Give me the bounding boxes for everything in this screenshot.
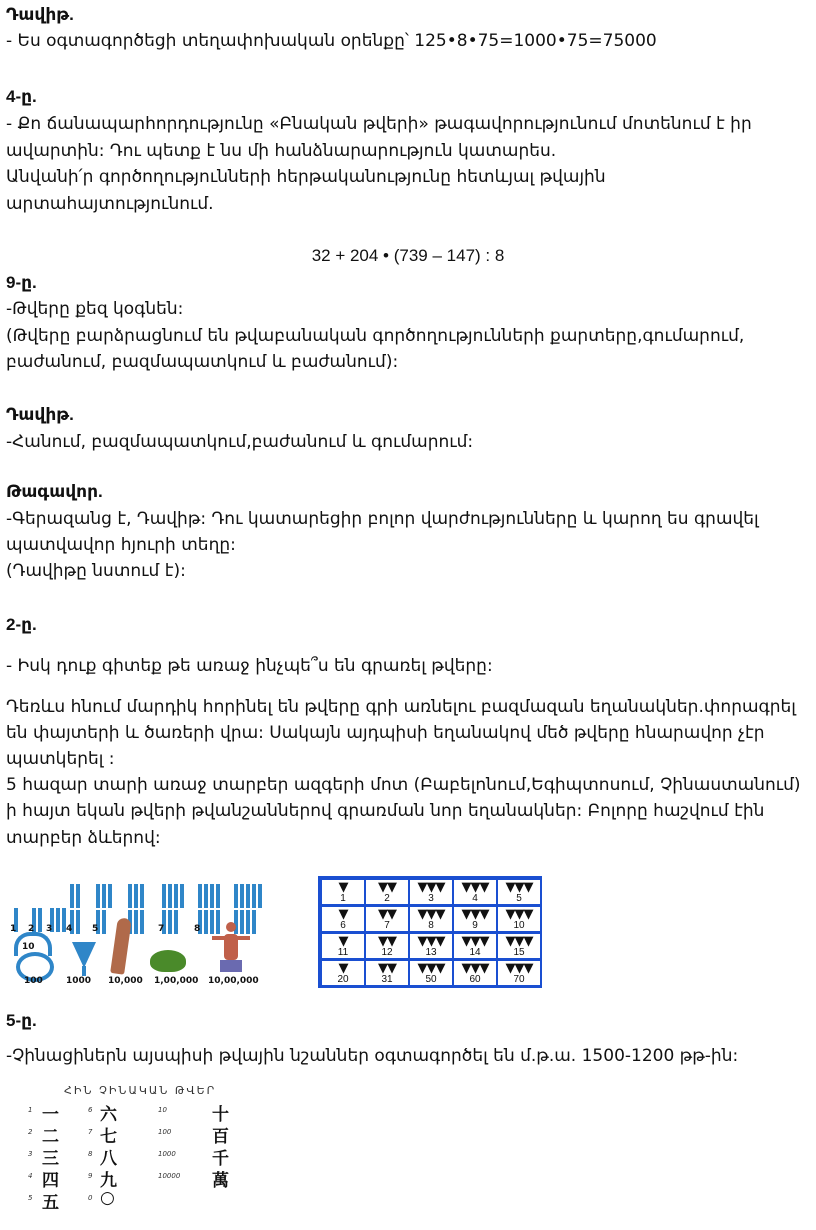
chinese-numeral-glyph: 十 xyxy=(212,1105,229,1125)
cuneiform-wedge-icon: ▼▼▼ xyxy=(461,880,489,895)
finger-icon xyxy=(110,917,132,974)
tally-stroke xyxy=(108,884,112,908)
cuneiform-wedge-icon: ▼▼ xyxy=(378,934,396,949)
cuneiform-cell xyxy=(322,880,364,904)
cuneiform-number: 2 xyxy=(384,893,390,904)
cuneiform-cell xyxy=(454,907,496,931)
cuneiform-wedge-icon: ▼▼ xyxy=(378,961,396,976)
chinese-numeral-value: 0 xyxy=(88,1194,93,1202)
tally-stroke xyxy=(210,910,214,934)
cuneiform-number: 3 xyxy=(428,893,434,904)
cuneiform-number: 12 xyxy=(381,947,393,958)
lotus-stem-icon xyxy=(82,966,86,976)
egyptian-value-label: 100 xyxy=(24,976,43,986)
cuneiform-cell xyxy=(410,961,452,985)
cuneiform-number: 15 xyxy=(513,947,525,958)
chinese-numeral-glyph: 千 xyxy=(212,1149,229,1169)
egyptian-numerals-figure xyxy=(10,866,266,988)
cuneiform-cell xyxy=(410,907,452,931)
chinese-numeral-glyph: 百 xyxy=(212,1127,229,1147)
chinese-numeral-glyph: 一 xyxy=(42,1105,59,1125)
tally-stroke xyxy=(174,910,178,934)
chinese-numeral-row xyxy=(28,1144,258,1169)
chinese-numeral-glyph: 八 xyxy=(100,1149,117,1169)
text-line: (Դավիթը նստում է): xyxy=(6,561,186,581)
lotus-icon xyxy=(72,942,96,968)
cuneiform-wedge-icon: ▼▼▼ xyxy=(505,880,533,895)
text-line: -Թվերը քեզ կօգնեն: xyxy=(6,299,184,319)
text-line: արտահայտությունում. xyxy=(6,194,214,214)
tally-stroke xyxy=(246,884,250,908)
egyptian-digit-label: 3 xyxy=(46,924,53,934)
tally-stroke xyxy=(134,910,138,934)
cuneiform-cell xyxy=(366,880,408,904)
tally-stroke xyxy=(70,884,74,908)
cuneiform-wedge-icon: ▼▼▼ xyxy=(461,961,489,976)
cuneiform-cell xyxy=(410,934,452,958)
tally-stroke xyxy=(140,884,144,908)
chinese-numeral-value: 100 xyxy=(158,1128,172,1136)
cuneiform-number: 20 xyxy=(337,974,349,985)
tally-stroke xyxy=(234,884,238,908)
chinese-numeral-value: 6 xyxy=(88,1106,93,1114)
egyptian-value-label: 10,000 xyxy=(108,976,143,986)
tally-stroke xyxy=(180,884,184,908)
cuneiform-wedge-icon: ▼ xyxy=(338,961,348,976)
cuneiform-number: 5 xyxy=(516,893,522,904)
tally-stroke xyxy=(240,884,244,908)
text-line: Անվանի՛ր գործողությունների հերթականությունը հետևյալ թվային xyxy=(6,167,606,187)
text-line: ի հայտ եկան թվերի թվանշաններով գրառման նոր եղանակներ: Բոլորը հաշվում էին xyxy=(6,801,765,821)
tally-stroke xyxy=(56,908,60,932)
cuneiform-wedge-icon: ▼▼▼ xyxy=(417,907,445,922)
egyptian-digit-label: 2 xyxy=(28,924,35,934)
cuneiform-number: 8 xyxy=(428,920,434,931)
chinese-numeral-value: 3 xyxy=(28,1150,33,1158)
egyptian-ten-label: 10 xyxy=(22,942,35,952)
section-heading: 4-ը. xyxy=(6,87,37,106)
chinese-numeral-value: 1000 xyxy=(158,1150,176,1158)
chinese-numeral-glyph: ○ xyxy=(100,1188,115,1208)
cuneiform-number: 13 xyxy=(425,947,437,958)
cuneiform-wedge-icon: ▼▼▼ xyxy=(461,934,489,949)
section-heading: Թագավոր. xyxy=(6,482,103,501)
tally-stroke xyxy=(168,910,172,934)
section-heading: 2-ը. xyxy=(6,615,37,634)
text-line: Դեռևս հնում մարդիկ հորինել են թվերը գրի առնելու բազմազան եղանակներ.փորագրել xyxy=(6,697,796,717)
cuneiform-wedge-icon: ▼ xyxy=(338,880,348,895)
chinese-numeral-value: 10 xyxy=(158,1106,167,1114)
chinese-numeral-value: 10000 xyxy=(158,1172,181,1180)
chinese-numeral-glyph: 三 xyxy=(42,1149,59,1169)
tally-stroke xyxy=(76,884,80,908)
tally-stroke xyxy=(210,884,214,908)
cuneiform-wedge-icon: ▼ xyxy=(338,934,348,949)
cuneiform-cell xyxy=(322,961,364,985)
cuneiform-number: 60 xyxy=(469,974,481,985)
chinese-numeral-value: 8 xyxy=(88,1150,93,1158)
chinese-numeral-glyph: 四 xyxy=(42,1171,59,1191)
text-line: - Քո ճանապարհորդությունը «Բնական թվերի» թագավորությունում մոտենում է իր xyxy=(6,114,752,134)
tally-stroke xyxy=(204,910,208,934)
tally-stroke xyxy=(134,884,138,908)
cuneiform-wedge-icon: ▼▼▼ xyxy=(417,880,445,895)
cuneiform-cell xyxy=(454,934,496,958)
chinese-numerals-figure xyxy=(28,1084,258,1213)
tally-stroke xyxy=(140,910,144,934)
egyptian-value-label: 1,00,000 xyxy=(154,976,199,986)
cuneiform-cell xyxy=(454,880,496,904)
cuneiform-wedge-icon: ▼▼▼ xyxy=(505,961,533,976)
chinese-numeral-row xyxy=(28,1122,258,1147)
cuneiform-cell xyxy=(498,961,540,985)
cuneiform-cell xyxy=(498,907,540,931)
chinese-numeral-row xyxy=(28,1188,258,1213)
cuneiform-wedge-icon: ▼▼▼ xyxy=(417,961,445,976)
cuneiform-wedge-icon: ▼▼▼ xyxy=(461,907,489,922)
chinese-numeral-glyph: 五 xyxy=(42,1193,59,1213)
text-line: -Հանում, բազմապատկում,բաժանում և գումարում: xyxy=(6,432,474,452)
chinese-numeral-glyph: 七 xyxy=(100,1127,117,1147)
cuneiform-number: 4 xyxy=(472,893,478,904)
cuneiform-wedge-icon: ▼ xyxy=(338,907,348,922)
text-line: -Չինացիներն այսպիսի թվային նշաններ օգտագործել են մ.թ.ա. 1500-1200 թթ-ին: xyxy=(6,1046,739,1066)
text-line: պատկերել : xyxy=(6,749,115,769)
egyptian-digit-label: 7 xyxy=(158,924,165,934)
chinese-numeral-value: 2 xyxy=(28,1128,33,1136)
tally-stroke xyxy=(252,910,256,934)
chinese-numeral-value: 5 xyxy=(28,1194,33,1202)
chinese-numeral-value: 9 xyxy=(88,1172,93,1180)
chinese-numeral-glyph: 九 xyxy=(100,1171,117,1191)
tally-stroke xyxy=(162,884,166,908)
egyptian-digit-label: 4 xyxy=(66,924,73,934)
egyptian-digit-label: 1 xyxy=(10,924,17,934)
text-line: 32 + 204 • (739 – 147) : 8 xyxy=(311,246,505,265)
chinese-numeral-row xyxy=(28,1100,258,1125)
cuneiform-number: 70 xyxy=(513,974,525,985)
text-line: պատվավոր հյուրի տեղը: xyxy=(6,535,236,555)
section-heading: Դավիթ. xyxy=(6,5,74,24)
chinese-numeral-glyph: 六 xyxy=(100,1105,117,1125)
cuneiform-number: 50 xyxy=(425,974,437,985)
cuneiform-number: 14 xyxy=(469,947,481,958)
chinese-numeral-value: 4 xyxy=(28,1172,33,1180)
chinese-numeral-glyph: 二 xyxy=(42,1127,59,1147)
cuneiform-number: 31 xyxy=(381,974,393,985)
chinese-numeral-value: 7 xyxy=(88,1128,93,1136)
cuneiform-wedge-icon: ▼▼ xyxy=(378,907,396,922)
text-line: 5 հազար տարի առաջ տարբեր ազգերի մոտ (Բաբելոնում,Եգիպտոսում, Չինաստանում) xyxy=(6,775,801,795)
tally-stroke xyxy=(246,910,250,934)
tally-stroke xyxy=(168,884,172,908)
tally-stroke xyxy=(102,910,106,934)
cuneiform-cell xyxy=(454,961,496,985)
cuneiform-wedge-icon: ▼▼▼ xyxy=(505,934,533,949)
egyptian-digit-label: 5 xyxy=(92,924,99,934)
text-line: - Իսկ դուք գիտեք թե առաջ ինչպե՞ս են գրառել թվերը: xyxy=(6,656,493,676)
cuneiform-number: 11 xyxy=(337,947,349,958)
chinese-figure-title: ՀԻՆ ՉԻՆԱԿԱՆ ԹՎԵՐ xyxy=(64,1084,217,1097)
text-line: ավարտին: Դու պետք է նս մի հանձնարարություն կատարես. xyxy=(6,141,557,161)
chinese-numeral-row xyxy=(28,1166,258,1191)
cuneiform-number: 10 xyxy=(513,920,525,931)
text-line: տարբեր ձևերով: xyxy=(6,828,161,848)
text-line: -Գերազանց է, Դավիթ: Դու կատարեցիր բոլոր վարժությունները և կարող ես գրավել xyxy=(6,509,759,529)
cuneiform-cell xyxy=(498,934,540,958)
tally-stroke xyxy=(96,884,100,908)
cuneiform-number: 1 xyxy=(340,893,346,904)
text-line: - Ես օգտագործեցի տեղափոխական օրենքը՝ 125•8•75=1000•75=75000 xyxy=(6,31,657,51)
cuneiform-cell xyxy=(366,907,408,931)
egyptian-value-label: 1000 xyxy=(66,976,92,986)
man-icon xyxy=(218,922,244,974)
tally-stroke xyxy=(38,908,42,932)
text-line: են փայտերի և ծառերի վրա: Սակայն այդպիսի եղանակով մեծ թվերը հնարավոր չէր xyxy=(6,723,765,743)
tally-stroke xyxy=(128,884,132,908)
cuneiform-cell xyxy=(322,934,364,958)
chinese-numeral-value: 1 xyxy=(28,1106,33,1114)
tally-stroke xyxy=(102,884,106,908)
egyptian-digit-label: 8 xyxy=(194,924,201,934)
tally-stroke xyxy=(76,910,80,934)
section-heading: 9-ը. xyxy=(6,273,37,292)
chinese-numeral-glyph: 萬 xyxy=(212,1171,229,1191)
tally-stroke xyxy=(198,884,202,908)
cuneiform-wedge-icon: ▼▼▼ xyxy=(417,934,445,949)
cuneiform-wedge-icon: ▼▼ xyxy=(378,880,396,895)
section-heading: Դավիթ. xyxy=(6,405,74,424)
egyptian-value-label: 10,00,000 xyxy=(208,976,259,986)
cuneiform-wedge-icon: ▼▼▼ xyxy=(505,907,533,922)
cuneiform-cell xyxy=(322,907,364,931)
cuneiform-cell xyxy=(366,961,408,985)
tally-stroke xyxy=(174,884,178,908)
text-line: բաժանում, բազմապատկում և բաժանում): xyxy=(6,352,399,372)
cuneiform-number: 9 xyxy=(472,920,478,931)
cuneiform-cell xyxy=(498,880,540,904)
cuneiform-number: 7 xyxy=(384,920,390,931)
frog-icon xyxy=(150,950,186,972)
tally-stroke xyxy=(216,884,220,908)
tally-stroke xyxy=(204,884,208,908)
cuneiform-number: 6 xyxy=(340,920,346,931)
cuneiform-cell xyxy=(366,934,408,958)
babylonian-numerals-figure xyxy=(318,876,542,988)
text-line: (Թվերը բարձրացնում են թվաբանական գործողությունների քարտերը,գումարում, xyxy=(6,326,745,346)
cuneiform-cell xyxy=(410,880,452,904)
tally-stroke xyxy=(252,884,256,908)
tally-stroke xyxy=(258,884,262,908)
section-heading: 5-ը. xyxy=(6,1011,37,1030)
